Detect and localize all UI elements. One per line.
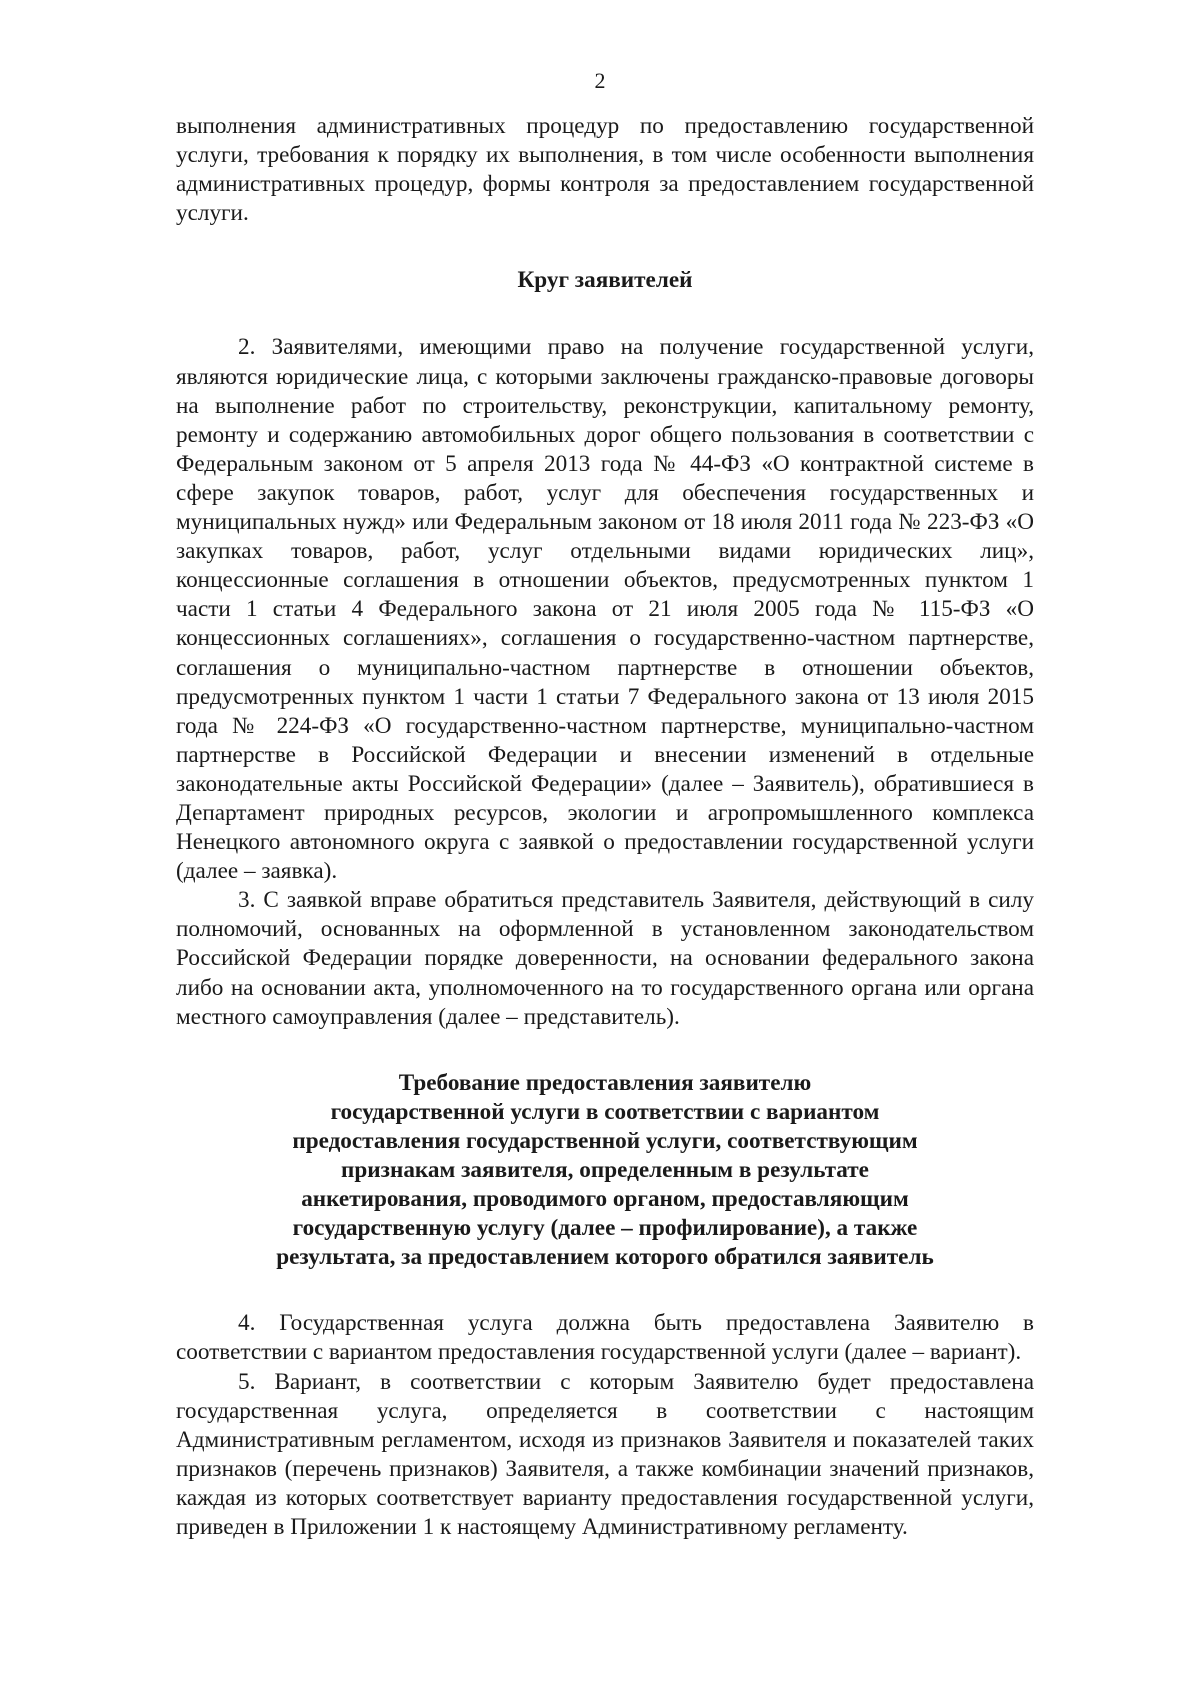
section-heading-variant-requirement: Требование предоставления заявителю государственной услуги в соответствии с вариантом предоставления государственной услуги, соответствующим признакам заявителя, определенным в результате анкетирования, проводимого органом, предоставляющим государственную услугу (далее – профилирование), а также результата, за предоставлением которого обратился заявитель <box>276 1069 934 1271</box>
document-body <box>176 112 1034 1542</box>
intro-paragraph: выполнения административных процедур по предоставлению государственной услуги, требования к порядку их выполнения, в том числе особенности выполнения административных процедур, формы контроля за предоставлением государственной услуги. <box>176 113 1034 227</box>
page-number: 2 <box>594 68 606 93</box>
section-heading-applicants: Круг заявителей <box>517 267 693 294</box>
paragraph-4: 4. Государственная услуга должна быть предоставлена Заявителю в соответствии с вариантом предоставления государственной услуги (далее – вариант). <box>176 1310 1034 1366</box>
paragraph-5: 5. Вариант, в соответствии с которым Заявителю будет предоставлена государственная услуга, определяется в соответствии с настоящим Административным регламентом, исходя из признаков Заявителя и показателей таких признаков (перечень признаков) Заявителя, а также комбинации значений признаков, каждая из которых соответствует варианту предоставления государственной услуги, приведен в Приложении 1 к настоящему Административному регламенту. <box>176 1368 1034 1541</box>
paragraph-2: 2. Заявителями, имеющими право на получение государственной услуги, являются юридические лица, с которыми заключены гражданско-правовые договоры на выполнение работ по строительству, реконструкции, капитальному ремонту, ремонту и содержанию автомобильных дорог общего пользования в соответствии с Федеральным законом от 5 апреля 2013 года № 44-ФЗ «О контрактной системе в сфере закупок товаров, работ, услуг для обеспечения государственных и муниципальных нужд» или Федеральным законом от 18 июля 2011 года № 223-ФЗ «О закупках товаров, работ, услуг отдельными видами юридических лиц», концессионные соглашения в отношении объектов, предусмотренных пунктом 1 части 1 статьи 4 Федерального закона от 21 июля 2005 года № 115-ФЗ «О концессионных соглашениях», соглашения о государственно-частном партнерстве, соглашения о муниципально-частном партнерстве в отношении объектов, предусмотренных пунктом 1 части 1 статьи 7 Федерального закона от 13 июля 2015 года № 224-ФЗ «О государственно-частном партнерстве, муниципально-частном партнерстве в Российской Федерации и внесении изменений в отдельные законодательные акты Российской Федерации» (далее – Заявитель), обратившиеся в Департамент природных ресурсов, экологии и агропромышленного комплекса Ненецкого автономного округа с заявкой о предоставлении государственной услуги (далее – заявка). <box>176 334 1034 885</box>
paragraph-3: 3. С заявкой вправе обратиться представитель Заявителя, действующий в силу полномочий, основанных на оформленной в установленном законодательством Российской Федерации порядке доверенности, на основании федерального закона либо на основании акта, уполномоченного на то государственного органа или органа местного самоуправления (далее – представитель). <box>176 887 1034 1030</box>
